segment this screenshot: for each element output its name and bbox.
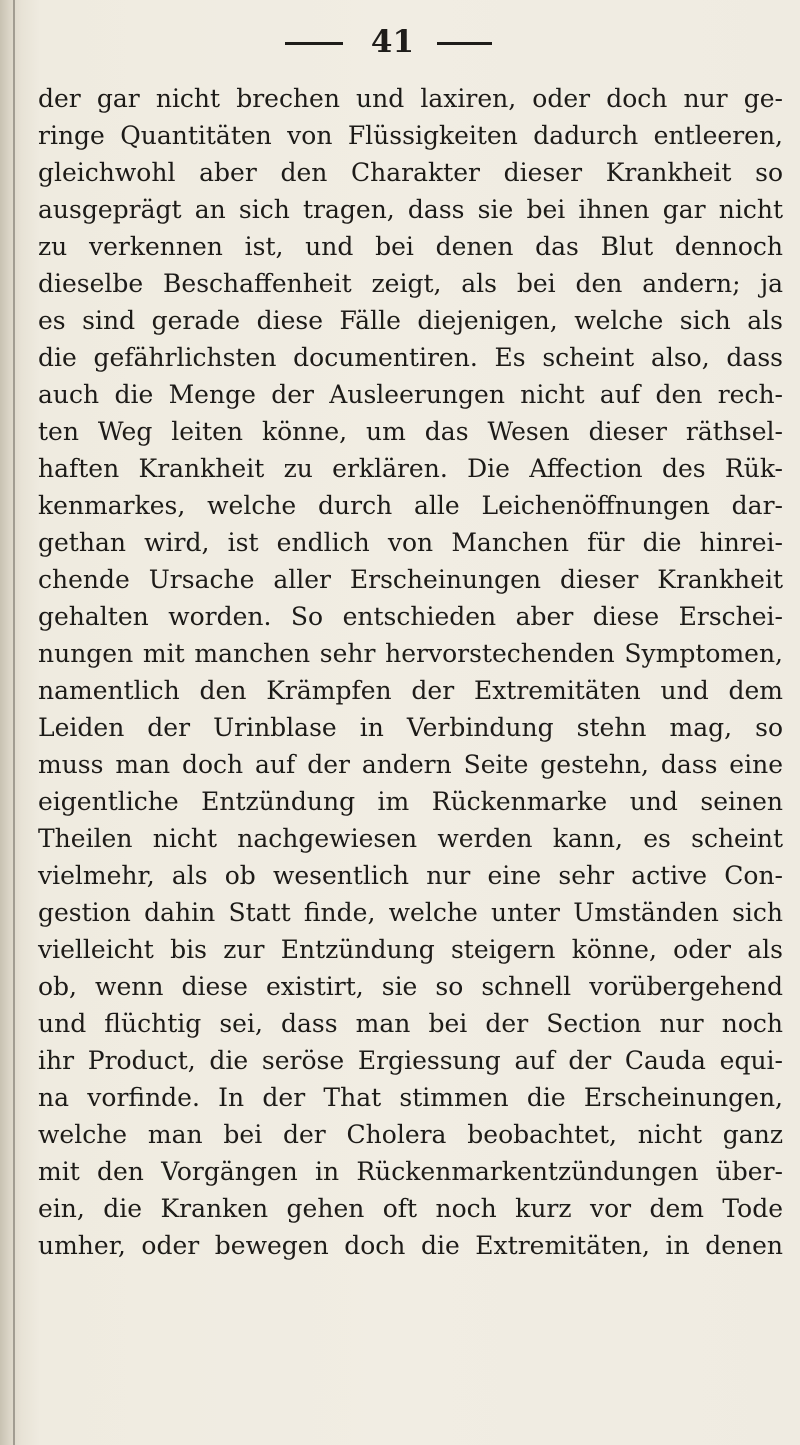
text-line: chende Ursache aller Erscheinungen dieser Krankheit	[38, 565, 783, 594]
text-line: dieselbe Beschaffenheit zeigt, als bei den andern; ja	[38, 269, 783, 298]
text-line: umher, oder bewegen doch die Extremitäten, in denen	[38, 1231, 783, 1260]
text-line: zu verkennen ist, und bei denen das Blut dennoch	[38, 232, 783, 261]
text-line: mit den Vorgängen in Rückenmarkentzündungen über-	[38, 1157, 783, 1186]
page-header	[0, 22, 800, 62]
text-line: der gar nicht brechen und laxiren, oder doch nur ge-	[38, 84, 783, 113]
text-line: Leiden der Urinblase in Verbindung stehn mag, so	[38, 713, 783, 742]
text-line: na vorfinde. In der That stimmen die Erscheinungen,	[38, 1083, 783, 1112]
header-rule-left	[285, 42, 343, 45]
text-line: die gefährlichsten documentiren. Es scheint also, dass	[38, 343, 783, 372]
text-line: gestion dahin Statt finde, welche unter Umständen sich	[38, 898, 783, 927]
body-text	[38, 80, 783, 1264]
text-line: und flüchtig sei, dass man bei der Section nur noch	[38, 1009, 783, 1038]
text-line: ihr Product, die seröse Ergiessung auf der Cauda equi-	[38, 1046, 783, 1075]
text-line: nungen mit manchen sehr hervorstechenden Symptomen,	[38, 639, 783, 668]
binding-edge	[13, 0, 15, 1445]
page-number: 41	[370, 24, 415, 60]
text-line: ob, wenn diese existirt, sie so schnell vorübergehend	[38, 972, 783, 1001]
text-line: vielmehr, als ob wesentlich nur eine sehr active Con-	[38, 861, 783, 890]
text-line: Theilen nicht nachgewiesen werden kann, es scheint	[38, 824, 783, 853]
text-line: ausgeprägt an sich tragen, dass sie bei ihnen gar nicht	[38, 195, 783, 224]
text-line: kenmarkes, welche durch alle Leichenöffnungen dar-	[38, 491, 783, 520]
text-line: welche man bei der Cholera beobachtet, nicht ganz	[38, 1120, 783, 1149]
text-line: ringe Quantitäten von Flüssigkeiten dadurch entleeren,	[38, 121, 783, 150]
text-line: auch die Menge der Ausleerungen nicht auf den rech-	[38, 380, 783, 409]
text-line: muss man doch auf der andern Seite gestehn, dass eine	[38, 750, 783, 779]
text-line: eigentliche Entzündung im Rückenmarke und seinen	[38, 787, 783, 816]
text-line: es sind gerade diese Fälle diejenigen, welche sich als	[38, 306, 783, 335]
binding-shadow	[0, 0, 22, 1445]
header-rule-right	[437, 42, 492, 45]
text-line: gehalten worden. So entschieden aber diese Erschei-	[38, 602, 783, 631]
text-line: gethan wird, ist endlich von Manchen für die hinrei-	[38, 528, 783, 557]
text-line: ein, die Kranken gehen oft noch kurz vor dem Tode	[38, 1194, 783, 1223]
text-line: haften Krankheit zu erklären. Die Affection des Rük-	[38, 454, 783, 483]
text-line: ten Weg leiten könne, um das Wesen dieser räthsel-	[38, 417, 783, 446]
text-line: namentlich den Krämpfen der Extremitäten und dem	[38, 676, 783, 705]
text-line: gleichwohl aber den Charakter dieser Krankheit so	[38, 158, 783, 187]
text-line: vielleicht bis zur Entzündung steigern könne, oder als	[38, 935, 783, 964]
